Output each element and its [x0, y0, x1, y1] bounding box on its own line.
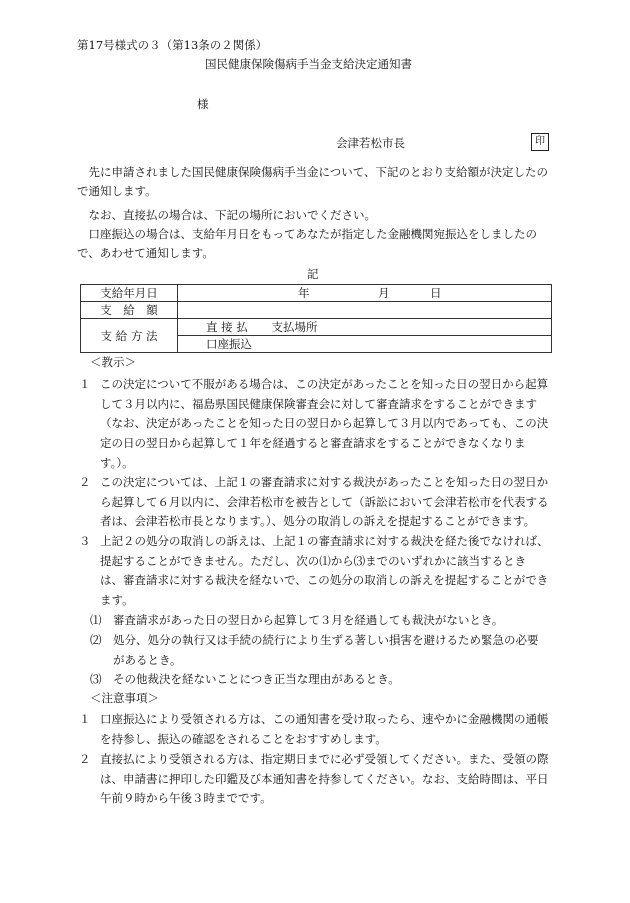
method-transfer-label: 口座振込: [206, 337, 252, 351]
item-number: ３: [79, 534, 91, 548]
payment-table: [80, 284, 552, 353]
table-row: [81, 319, 552, 336]
subitem-number: ⑵: [90, 633, 102, 647]
instruction-heading: ＜教示＞: [90, 355, 136, 369]
payment-amount-value: [178, 302, 552, 319]
addressee-suffix: 様: [197, 97, 209, 111]
table-row: [81, 302, 552, 319]
issuer-name: 会津若松市長: [336, 136, 405, 150]
item-number: ２: [79, 475, 91, 489]
payment-date-value: [178, 285, 552, 302]
payment-method-direct: [178, 319, 552, 336]
notes-item-1: [77, 710, 549, 749]
notes-item-2: [77, 750, 549, 809]
subitem-number: ⑶: [90, 672, 102, 686]
payment-amount-label: 支 給 額: [81, 302, 178, 319]
payment-method-label: 支 給 方 法: [81, 319, 178, 353]
intro-paragraph-1: 先に申請されました国民健康保険傷病手当金について、下記のとおり支給額が決定したので通知します。: [77, 165, 549, 198]
instruction-item-2: [77, 473, 549, 532]
item-text: この決定については、上記１の審査請求に対する裁決があったことを知った日の翌日から起算して６月以内に、会津若松市を被告として（訴訟において会津若松市を代表する者は、会津若松市長となります。）、処分の取消しの訴えを提起することができます。: [100, 475, 549, 529]
item-text: 上記２の処分の取消しの訴えは、上記１の審査請求に対する裁決を経た後でなければ、提起することができません。ただし、次の⑴から⑶までのいずれかに該当するときは、審査請求に対する裁決を経ないで、この処分の取消しの訴えを提起することができます。: [100, 534, 549, 608]
item-number: １: [79, 712, 91, 726]
subitem-text: 処分、処分の執行又は手続の続行により生ずる著しい損害を避けるため緊急の必要があるとき。: [113, 633, 539, 667]
document-title: 国民健康保険傷病手当金支給決定通知書: [205, 57, 412, 71]
instruction-subitem-2: [90, 631, 548, 670]
payment-date-label: 支給年月日: [81, 285, 178, 302]
item-number: ２: [79, 752, 91, 766]
instruction-item-1: [77, 375, 549, 474]
intro-paragraph-2: なお、直接払の場合は、下記の場所においでください。: [88, 208, 376, 222]
subitem-number: ⑴: [90, 613, 102, 627]
subitem-text: 審査請求があった日の翌日から起算して３月を経過しても裁決がないとき。: [113, 613, 504, 627]
item-text: 口座振込により受領される方は、この通知書を受け取ったら、速やかに金融機関の通帳を持参し、振込の確認をされることをおすすめします。: [100, 712, 549, 746]
notes-heading: ＜注意事項＞: [90, 691, 159, 705]
item-text: この決定について不服がある場合は、この決定があったことを知った日の翌日から起算して３月以内に、福島県国民健康保険審査会に対して審査請求をすることができます（なお、決定があったことを知った日の翌日から起算して３月以内であっても、この決定の日の翌日から起算して１年を経過すると審査請求をすることができなくなります。）。: [100, 377, 549, 470]
payment-method-transfer: [178, 336, 552, 353]
method-direct-label: 直 接 払: [206, 320, 248, 334]
intro-paragraph-3: 口座振込の場合は、支給年月日をもってあなたが指定した金融機関宛振込をしましたので、あわせて通知します。: [77, 227, 537, 260]
seal-stamp: 印: [531, 133, 549, 151]
day-label: 日: [430, 286, 442, 300]
ki-heading: 記: [307, 267, 319, 281]
payment-place-label: 支払場所: [271, 320, 318, 334]
instruction-item-3: [77, 532, 549, 611]
instruction-subitem-1: [90, 611, 548, 631]
year-label: 年: [298, 286, 310, 300]
month-label: 月: [378, 286, 390, 300]
subitem-text: その他裁決を経ないことにつき正当な理由があるとき。: [113, 672, 400, 686]
item-text: 直接払により受領される方は、指定期日までに必ず受領してください。また、受領の際は、申請書に押印した印鑑及び本通知書を持参してください。なお、支給時間は、平日午前９時から午後３時までです。: [100, 752, 549, 806]
table-row: [81, 285, 552, 302]
instruction-subitem-3: [90, 670, 548, 690]
item-number: １: [79, 377, 91, 391]
form-number: 第17号様式の３（第13条の２関係）: [77, 38, 268, 52]
